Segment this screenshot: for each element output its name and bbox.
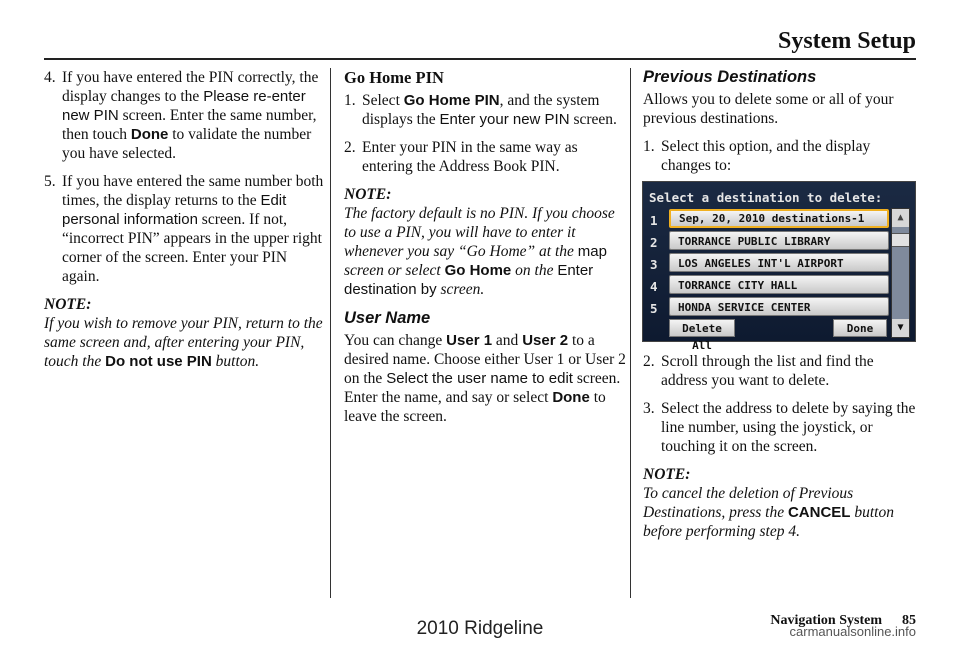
note-heading: NOTE: — [344, 186, 392, 203]
list-item — [647, 231, 891, 251]
scrollbar[interactable] — [891, 208, 910, 338]
step-2 — [344, 138, 626, 176]
column-divider — [330, 68, 331, 598]
page-title: System Setup — [777, 28, 916, 54]
scroll-down-icon[interactable]: ▼ — [892, 319, 909, 337]
column-1 — [44, 68, 326, 381]
row-number: 5 — [650, 301, 658, 316]
step-number: 1. — [344, 92, 356, 109]
step-3 — [643, 399, 918, 456]
footer-section-name: Navigation System — [770, 613, 882, 628]
screen-name: Please re-enter new PIN — [62, 88, 306, 124]
section-heading-previous-destinations: Previous Destinations — [643, 68, 817, 86]
section-heading-go-home-pin: Go Home PIN — [344, 68, 444, 87]
user-name-paragraph: You can change User 1 and User 2 to a desired name. Choose either User 1 or User 2 on the Select the user name to edit screen. Enter the name, and say or select Done to leave the screen. — [344, 332, 626, 425]
button-name: Do not use PIN — [105, 353, 212, 370]
list-item — [647, 253, 891, 273]
step-2 — [643, 352, 918, 390]
step-5 — [44, 172, 326, 286]
note-body: If you wish to remove your PIN, return to the same screen and, after entering your PIN, touch the Do not use PIN button. — [44, 315, 323, 370]
column-3 — [643, 68, 918, 551]
nav-screen-title: Select a destination to delete: — [649, 190, 883, 205]
note-heading: NOTE: — [44, 296, 92, 313]
column-divider — [630, 68, 631, 598]
note-body: To cancel the deletion of Previous Destinations, press the CANCEL button before performing step 4. — [643, 485, 894, 540]
step-number: 2. — [344, 139, 356, 156]
step-number: 3. — [643, 400, 655, 417]
note-body: The factory default is no PIN. If you choose to use a PIN, you will have to enter it whenever you say “Go Home” at the map screen or select Go Home on the Enter destination by screen. — [344, 205, 615, 298]
step-number: 5. — [44, 173, 56, 190]
page-number: 85 — [902, 613, 916, 628]
scroll-up-icon[interactable]: ▲ — [892, 209, 909, 227]
nav-bottom-bar — [669, 319, 887, 352]
step-text: Select Go Home PIN, and the system displays the Enter your new PIN screen. — [362, 92, 617, 128]
step-1 — [344, 91, 626, 129]
step-text: If you have entered the same number both times, the display returns to the Edit personal information screen. If not, “incorrect PIN” appears in the upper right corner of the screen. Enter your PIN again. — [62, 173, 324, 285]
step-text: Scroll through the list and find the address you want to delete. — [661, 353, 874, 389]
row-number: 4 — [650, 279, 658, 294]
step-1 — [643, 137, 918, 175]
watermark-title: 2010 Ridgeline — [416, 618, 544, 639]
nav-screen-screenshot — [642, 181, 916, 352]
done-button[interactable]: Done — [833, 319, 887, 337]
step-number: 4. — [44, 69, 56, 86]
destination-button[interactable]: TORRANCE CITY HALL — [669, 275, 889, 294]
step-text: Enter your PIN in the same way as entering the Address Book PIN. — [362, 139, 578, 175]
row-number: 1 — [650, 213, 658, 228]
header-rule — [44, 58, 916, 60]
step-number: 1. — [643, 138, 655, 155]
step-text: Select the address to delete by saying the line number, using the joystick, or touching it on the screen. — [661, 400, 916, 455]
step-4 — [44, 68, 326, 163]
step-text: If you have entered the PIN correctly, the display changes to the Please re-enter new PIN screen. Enter the same number, then touch Done to validate the number you have selected. — [62, 69, 319, 162]
list-item — [647, 209, 891, 229]
destination-button[interactable]: TORRANCE PUBLIC LIBRARY — [669, 231, 889, 250]
row-number: 3 — [650, 257, 658, 272]
watermark-site: carmanualsonline.info — [789, 624, 916, 639]
destination-button[interactable]: HONDA SERVICE CENTER — [669, 297, 889, 316]
destination-button[interactable]: LOS ANGELES INT'L AIRPORT — [669, 253, 889, 272]
button-name: Done — [130, 126, 169, 143]
delete-all-button[interactable]: Delete All — [669, 319, 735, 337]
step-number: 2. — [643, 353, 655, 370]
intro-paragraph: Allows you to delete some or all of your previous destinations. — [643, 91, 894, 127]
scroll-thumb[interactable] — [892, 233, 909, 247]
destination-button[interactable]: Sep, 20, 2010 destinations-1 — [669, 209, 889, 228]
column-2 — [344, 68, 626, 435]
step-text: Select this option, and the display changes to: — [661, 138, 871, 174]
row-number: 2 — [650, 235, 658, 250]
list-item — [647, 297, 891, 317]
note-heading: NOTE: — [643, 466, 691, 483]
section-heading-user-name: User Name — [344, 309, 431, 327]
screen-name: Edit personal information — [62, 192, 287, 228]
list-item — [647, 275, 891, 295]
